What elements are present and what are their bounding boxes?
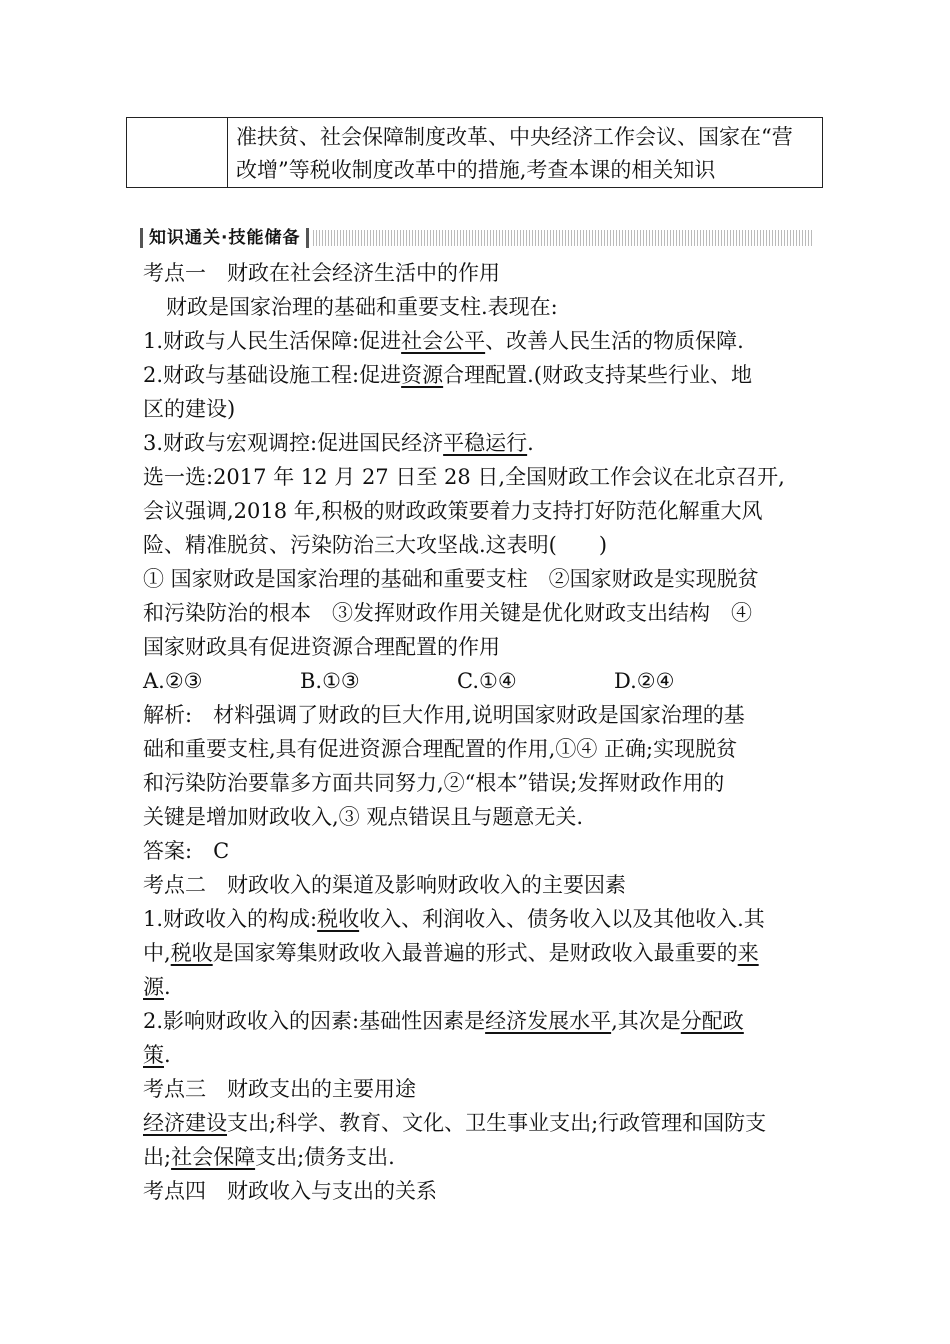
blank-answer: 社会保障 — [171, 1145, 256, 1169]
blank-answer: 资源 — [401, 363, 444, 387]
kp1-item2-cont: 区的建设) — [143, 397, 236, 421]
blank-answer: 源 — [143, 975, 164, 999]
kp1-item2: 2.财政与基础设施工程:促进资源合理配置.(财政支持某些行业、地 — [143, 363, 752, 387]
question-line: 选一选:2017 年 12 月 27 日至 28 日,全国财政工作会议在北京召开, — [143, 465, 785, 489]
question-line: ① 国家财政是国家治理的基础和重要支柱 ②国家财政是实现脱贫 — [143, 567, 759, 591]
kp4-title: 考点四 财政收入与支出的关系 — [143, 1179, 437, 1203]
kp2-line: 2.影响财政收入的因素:基础性因素是经济发展水平,其次是分配政 — [143, 1009, 744, 1033]
kp2-line: 中,税收是国家筹集财政收入最普遍的形式、是财政收入最重要的来 — [143, 941, 759, 965]
document-body — [143, 256, 815, 1208]
blank-answer: 来 — [737, 941, 759, 965]
banner-title: 知识通关·技能储备 — [140, 228, 309, 248]
blank-answer: 策 — [143, 1043, 164, 1067]
blank-answer: 税收 — [317, 907, 360, 931]
analysis-line: 解析: 材料强调了财政的巨大作用,说明国家财政是国家治理的基 — [143, 703, 745, 727]
question-line: 会议强调,2018 年,积极的财政政策要着力支持打好防范化解重大风 — [143, 499, 763, 523]
kp3-title: 考点三 财政支出的主要用途 — [143, 1077, 416, 1101]
analysis-line: 础和重要支柱,具有促进资源合理配置的作用,①④ 正确;实现脱贫 — [143, 737, 738, 761]
blank-answer: 平稳运行 — [443, 431, 528, 455]
blank-answer: 社会公平 — [401, 329, 486, 353]
kp2-line: 1.财政收入的构成:税收收入、利润收入、债务收入以及其他收入.其 — [143, 907, 765, 931]
table-cell-empty — [127, 118, 228, 187]
kp2-title: 考点二 财政收入的渠道及影响财政收入的主要因素 — [143, 873, 626, 897]
analysis-line: 关键是增加财政收入,③ 观点错误且与题意无关. — [143, 805, 584, 829]
kp1-intro: 财政是国家治理的基础和重要支柱.表现在: — [166, 295, 558, 319]
question-line: 险、精准脱贫、污染防治三大攻坚战.这表明( ) — [143, 533, 608, 557]
section-banner — [140, 228, 812, 248]
question-line: 国家财政具有促进资源合理配置的作用 — [143, 635, 500, 659]
table-text-line: 准扶贫、社会保障制度改革、中央经济工作会议、国家在“营 — [236, 125, 793, 149]
blank-answer: 经济发展水平 — [485, 1009, 612, 1033]
banner-hatch — [313, 230, 812, 246]
blank-answer: 分配政 — [680, 1009, 744, 1033]
table-text-line: 改增”等税收制度改革中的措施,考查本课的相关知识 — [236, 158, 716, 182]
kp3-line: 出;社会保障支出;债务支出. — [143, 1145, 395, 1169]
answer-options — [143, 664, 815, 698]
info-table — [126, 117, 823, 188]
option-a: A.②③ — [143, 669, 203, 693]
kp2-line: 策. — [143, 1043, 171, 1067]
kp3-line: 经济建设支出;科学、教育、文化、卫生事业支出;行政管理和国防支 — [143, 1111, 767, 1135]
kp1-item1: 1.财政与人民生活保障:促进社会公平、改善人民生活的物质保障. — [143, 329, 744, 353]
option-b: B.①③ — [300, 669, 360, 693]
answer-line: 答案: C — [143, 839, 230, 863]
analysis-line: 和污染防治要靠多方面共同努力,②“根本”错误;发挥财政作用的 — [143, 771, 725, 795]
option-c: C.①④ — [457, 669, 517, 693]
blank-answer: 经济建设 — [143, 1111, 227, 1135]
blank-answer: 税收 — [170, 941, 213, 965]
question-line: 和污染防治的根本 ③发挥财政作用关键是优化财政支出结构 ④ — [143, 601, 752, 625]
kp1-title: 考点一 财政在社会经济生活中的作用 — [143, 261, 500, 285]
kp1-item3: 3.财政与宏观调控:促进国民经济平稳运行. — [143, 431, 534, 455]
kp2-line: 源. — [143, 975, 171, 999]
option-d: D.②④ — [614, 669, 675, 693]
table-cell-text — [228, 118, 822, 187]
